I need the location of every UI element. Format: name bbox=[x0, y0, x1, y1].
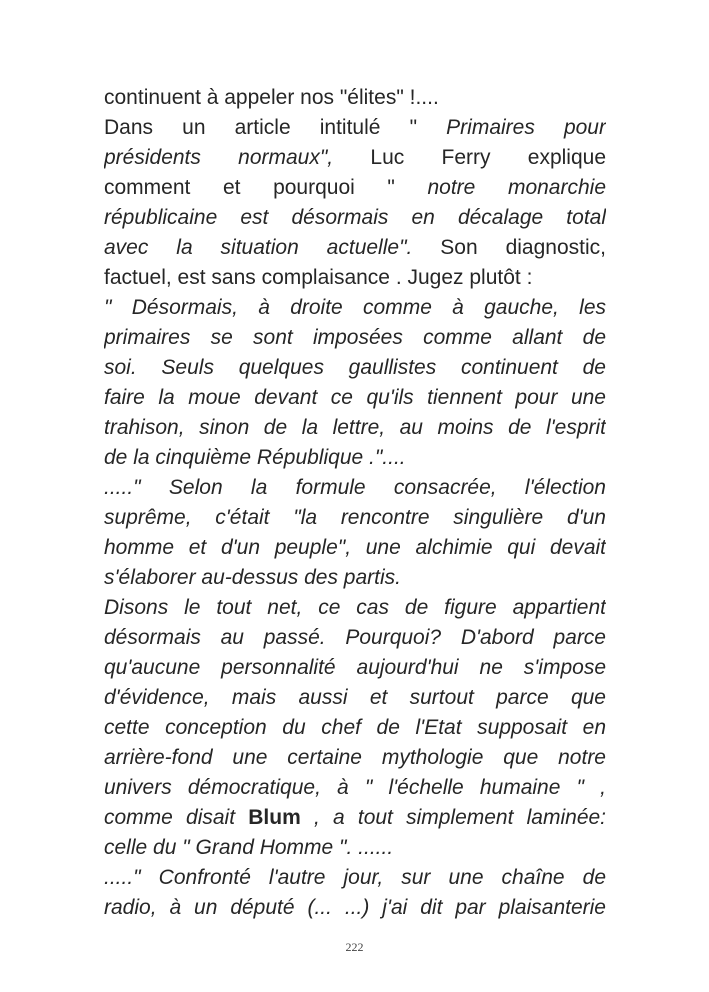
text-line: homme et d'un peuple", une alchimie qui devait bbox=[104, 536, 606, 559]
text-line: comme disait Blum , a tout simplement laminée: bbox=[104, 806, 606, 829]
text-line: faire la moue devant ce qu'ils tiennent pour une bbox=[104, 386, 606, 409]
text-line: d'évidence, mais aussi et surtout parce que bbox=[104, 686, 606, 709]
text-line: " Désormais, à droite comme à gauche, les bbox=[104, 296, 606, 319]
text-line: suprême, c'était "la rencontre singulière d'un bbox=[104, 506, 606, 529]
text-line: ....." Confronté l'autre jour, sur une chaîne de bbox=[104, 866, 606, 889]
text-line: qu'aucune personnalité aujourd'hui ne s'impose bbox=[104, 656, 606, 679]
text-line: primaires se sont imposées comme allant de bbox=[104, 326, 606, 349]
text-line: avec la situation actuelle". Son diagnostic, bbox=[104, 236, 606, 259]
text-line: radio, à un député (... ...) j'ai dit par plaisanterie bbox=[104, 896, 606, 919]
text-line: arrière-fond une certaine mythologie que notre bbox=[104, 746, 606, 769]
text-line: continuent à appeler nos "élites" !.... bbox=[104, 86, 439, 109]
page-text-block bbox=[104, 83, 606, 923]
text-line: cette conception du chef de l'Etat supposait en bbox=[104, 716, 606, 739]
text-line: soi. Seuls quelques gaullistes continuent de bbox=[104, 356, 606, 379]
text-line: Dans un article intitulé " Primaires pour bbox=[104, 116, 606, 139]
text-line: trahison, sinon de la lettre, au moins de l'esprit bbox=[104, 416, 606, 439]
text-line: ....." Selon la formule consacrée, l'élection bbox=[104, 476, 606, 499]
text-line: républicaine est désormais en décalage total bbox=[104, 206, 606, 229]
text-line: de la cinquième République .".... bbox=[104, 446, 406, 469]
text-line: comment et pourquoi " notre monarchie bbox=[104, 176, 606, 199]
page-number: 222 bbox=[345, 940, 364, 954]
text-line: factuel, est sans complaisance . Jugez plutôt : bbox=[104, 266, 533, 289]
text-line: présidents normaux", Luc Ferry explique bbox=[104, 146, 606, 169]
text-line: Disons le tout net, ce cas de figure appartient bbox=[104, 596, 606, 619]
bold-name: Blum bbox=[248, 806, 301, 829]
text-line: celle du " Grand Homme ". ...... bbox=[104, 836, 394, 859]
text-line: s'élaborer au-dessus des partis. bbox=[104, 566, 401, 589]
text-line: univers démocratique, à " l'échelle humaine " , bbox=[104, 776, 606, 799]
text-line: désormais au passé. Pourquoi? D'abord parce bbox=[104, 626, 606, 649]
